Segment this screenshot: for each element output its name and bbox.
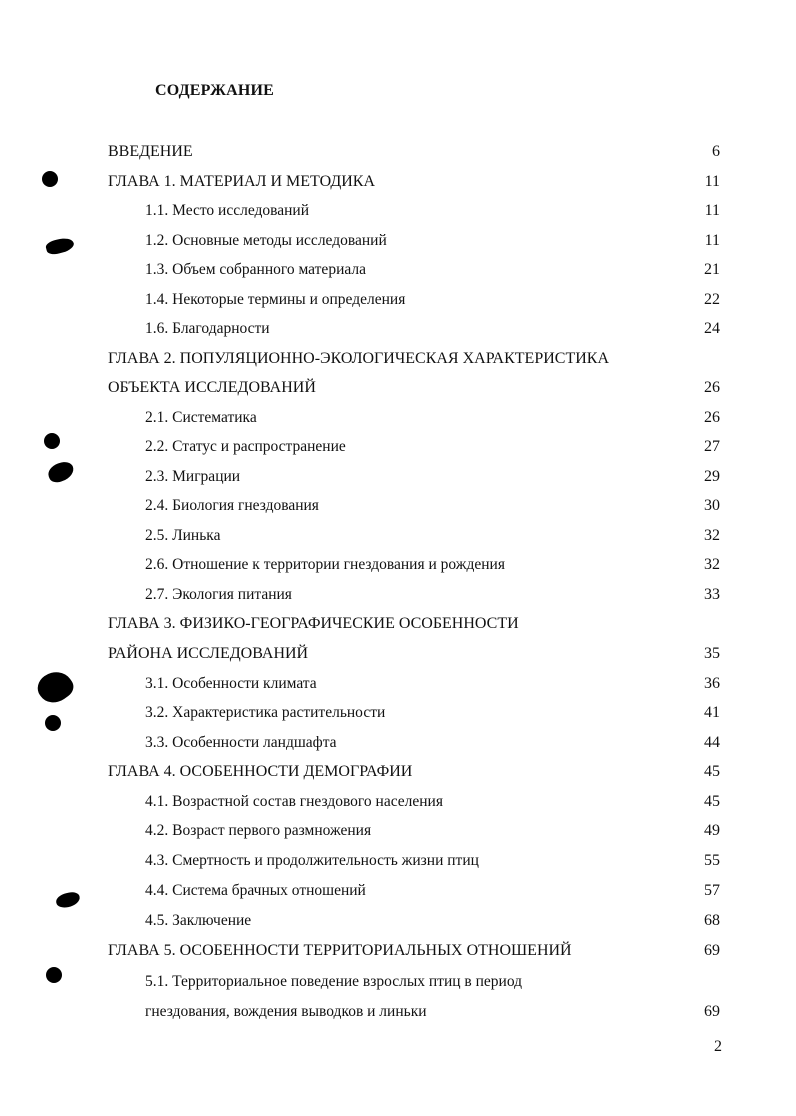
toc-entry xyxy=(0,436,796,458)
toc-entry-page: 32 xyxy=(704,527,720,544)
toc-entry-page: 11 xyxy=(704,173,720,190)
toc-entry-page: 69 xyxy=(704,1003,720,1020)
toc-entry xyxy=(0,407,796,429)
toc-entry-page: 69 xyxy=(704,942,720,959)
toc-entry-text: 2.4. Биология гнездования xyxy=(145,497,319,514)
toc-entry-text: ГЛАВА 3. ФИЗИКО-ГЕОГРАФИЧЕСКИЕ ОСОБЕННОСТИ xyxy=(108,615,519,632)
toc-entry-text: 2.7. Экология питания xyxy=(145,586,292,603)
toc-entry-text: 4.4. Система брачных отношений xyxy=(145,882,366,899)
toc-entry-page: 55 xyxy=(704,852,720,869)
toc-entry xyxy=(0,259,796,281)
toc-entry-page: 26 xyxy=(704,379,720,396)
toc-entry-text: 2.5. Линька xyxy=(145,527,221,544)
toc-entry-page: 21 xyxy=(704,261,720,278)
toc-entry-text: ГЛАВА 1. МАТЕРИАЛ И МЕТОДИКА xyxy=(108,173,376,190)
toc-entry-page: 30 xyxy=(704,497,720,514)
toc-entry xyxy=(0,971,796,993)
toc-entry-text: 1.3. Объем собранного материала xyxy=(145,261,366,278)
toc-entry-text: 4.3. Смертность и продолжительность жизни птиц xyxy=(145,852,479,869)
toc-entry-page: 11 xyxy=(704,232,720,249)
toc-entry xyxy=(0,171,796,193)
page-number: 2 xyxy=(714,1038,722,1055)
toc-entry-text: 5.1. Территориальное поведение взрослых птиц в период xyxy=(145,973,523,990)
toc-entry-text: 3.3. Особенности ландшафта xyxy=(145,734,337,751)
toc-entry xyxy=(0,289,796,311)
toc-entry-page: 29 xyxy=(704,468,720,485)
toc-entry-text: РАЙОНА ИССЛЕДОВАНИЙ xyxy=(108,645,309,662)
toc-entry xyxy=(0,910,796,932)
toc-entry-page: 57 xyxy=(704,882,720,899)
toc-entry-text: 1.4. Некоторые термины и определения xyxy=(145,291,406,308)
toc-entry-text: ГЛАВА 2. ПОПУЛЯЦИОННО-ЭКОЛОГИЧЕСКАЯ ХАРАКТЕРИСТИКА xyxy=(108,350,609,367)
toc-entry xyxy=(0,141,796,163)
toc-entry xyxy=(0,880,796,902)
toc-entry-page: 45 xyxy=(704,763,720,780)
toc-entry-text: ВВЕДЕНИЕ xyxy=(108,143,193,160)
toc-entry-page: 22 xyxy=(704,291,720,308)
toc-entry xyxy=(0,850,796,872)
toc-entry-text: 4.1. Возрастной состав гнездового населения xyxy=(145,793,443,810)
toc-entry-text: 4.5. Заключение xyxy=(145,912,252,929)
toc-entry-text: 2.1. Систематика xyxy=(145,409,257,426)
toc-entry-text: 1.2. Основные методы исследований xyxy=(145,232,387,249)
toc-entry-page: 11 xyxy=(704,202,720,219)
toc-entry xyxy=(0,673,796,695)
toc-entry-page: 33 xyxy=(704,586,720,603)
toc-entry xyxy=(0,466,796,488)
toc-entry-page: 44 xyxy=(704,734,720,751)
toc-entry xyxy=(0,732,796,754)
toc-entry-text: 1.1. Место исследований xyxy=(145,202,310,219)
toc-entry-text: 1.6. Благодарности xyxy=(145,320,270,337)
toc-entry-page: 36 xyxy=(704,675,720,692)
toc-entry xyxy=(0,643,796,665)
toc-entry xyxy=(0,940,796,962)
toc-entry xyxy=(0,584,796,606)
toc-entry-text: 2.2. Статус и распространение xyxy=(145,438,346,455)
toc-entry-page: 49 xyxy=(704,822,720,839)
toc-entry xyxy=(0,200,796,222)
toc-entry-page: 32 xyxy=(704,556,720,573)
toc-entry-text: гнездования, вождения выводков и линьки xyxy=(145,1003,427,1020)
toc-entry xyxy=(0,1001,796,1023)
toc-entry-text: 3.1. Особенности климата xyxy=(145,675,317,692)
toc-entry-page: 35 xyxy=(704,645,720,662)
toc-entry-page: 41 xyxy=(704,704,720,721)
toc-entry xyxy=(0,554,796,576)
toc-entry-text: ГЛАВА 4. ОСОБЕННОСТИ ДЕМОГРАФИИ xyxy=(108,763,413,780)
toc-entry-text: 4.2. Возраст первого размножения xyxy=(145,822,372,839)
toc-entry-text: ГЛАВА 5. ОСОБЕННОСТИ ТЕРРИТОРИАЛЬНЫХ ОТНОШЕНИЙ xyxy=(108,942,572,959)
toc-entry xyxy=(0,318,796,340)
toc-entry-page: 26 xyxy=(704,409,720,426)
toc-entry xyxy=(0,525,796,547)
toc-entry xyxy=(0,791,796,813)
toc-entry xyxy=(0,820,796,842)
toc-entry-text: 2.6. Отношение к территории гнездования и рождения xyxy=(145,556,505,573)
toc-entry-page: 24 xyxy=(704,320,720,337)
toc-entry-text: ОБЪЕКТА ИССЛЕДОВАНИЙ xyxy=(108,379,316,396)
toc-entry-page: 6 xyxy=(712,143,720,160)
toc-entry xyxy=(0,377,796,399)
toc-entry xyxy=(0,761,796,783)
toc-entry xyxy=(0,348,796,370)
toc-entry-text: 3.2. Характеристика растительности xyxy=(145,704,386,721)
toc-entry-page: 27 xyxy=(704,438,720,455)
page-title: СОДЕРЖАНИЕ xyxy=(155,82,275,99)
toc-entry-page: 45 xyxy=(704,793,720,810)
toc-entry-page: 68 xyxy=(704,912,720,929)
toc-entry xyxy=(0,495,796,517)
toc-entry xyxy=(0,613,796,635)
toc-entry xyxy=(0,230,796,252)
toc-entry xyxy=(0,702,796,724)
toc-entry-text: 2.3. Миграции xyxy=(145,468,241,485)
